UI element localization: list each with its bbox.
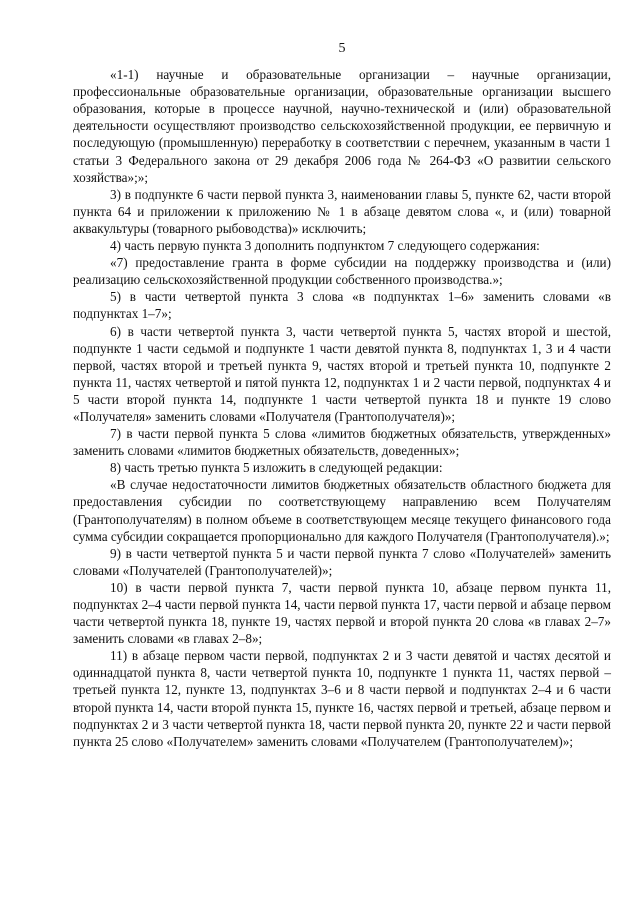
document-page [73, 40, 611, 750]
paragraph-9: 9) в части четвертой пункта 5 и части первой пункта 7 слово «Получателей» заменить словами «Получателей (Грантополучателей)»; [73, 545, 611, 578]
paragraph-1-1: «1-1) научные и образовательные организации – научные организации, профессиональные образовательные организации, образовательные организации высшего образования, которые в процессе научной, научно-технической и (или) образовательной деятельности осуществляют производство сельскохозяйственной продукции, ее первичную и последующую (промышленную) переработку в соответствии с перечнем, указанным в части 1 статьи 3 Федерального закона от 29 декабря 2006 года № 264-ФЗ «О развитии сельского хозяйства»;»; [73, 67, 611, 185]
paragraph-10: 10) в части первой пункта 7, части первой пункта 10, абзаце первом пункта 11, подпунктах 2–4 части первой пункта 14, части первой пункта 17, части первой и абзаце первом части четвертой пункта 18, пункте 19, частях первой и второй пункта 20 слова «в главах 2–7» заменить словами «в главах 2–8»; [73, 579, 611, 647]
paragraph-11: 11) в абзаце первом части первой, подпунктах 2 и 3 части девятой и частях десятой и одиннадцатой пункта 8, части четвертой пункта 10, подпункте 1 пункта 11, частях первой – третьей пункта 12, пункте 13, подпунктах 3–6 и 8 части первой и подпунктах 2–4 и 6 части второй пункта 14, части второй пункта 15, пункте 16, частях первой и третьей, абзаце первом и подпунктах 2 и 3 части четвертой пункта 18, части первой пункта 20, пункте 22 и части первой пункта 25 слово «Получателем» заменить словами «Получателем (Грантополучателем)»; [73, 648, 611, 749]
paragraph-5: 5) в части четвертой пункта 3 слова «в подпунктах 1–6» заменить словами «в подпунктах 1–7»; [73, 289, 611, 322]
paragraph-4: 4) часть первую пункта 3 дополнить подпунктом 7 следующего содержания: [110, 238, 540, 254]
paragraph-8-quote: «В случае недостаточности лимитов бюджетных обязательств областного бюджета для предоставления субсидии по соответствующему направлению всем Получателям (Грантополучателям) в полном объеме в соответствующем месяце текущего финансового года сумма субсидии сокращается пропорционально для каждого Получателя (Грантополучателя).»; [73, 477, 611, 544]
paragraph-8: 8) часть третью пункта 5 изложить в следующей редакции: [110, 460, 443, 476]
page-number: 5 [338, 41, 346, 56]
paragraph-6: 6) в части четвертой пункта 3, части четвертой пункта 5, частях второй и шестой, подпункте 1 части седьмой и подпункте 1 части девятой пункта 8, подпунктах 1, 3 и 4 части первой, частях второй и третьей пункта 9, частях второй и третьей пункта 10, подпункте 2 пункта 11, частях четвертой и пятой пункта 12, подпунктах 1 и 2 части первой, подпунктах 4 и 5 части второй пункта 14, подпункте 1 части четвертой пункта 18 и пункте 19 слово «Получателя» заменить словами «Получателя (Грантополучателя)»; [73, 323, 611, 424]
paragraph-3: 3) в подпункте 6 части первой пункта 3, наименовании главы 5, пункте 62, части второй пункта 64 и приложении к приложению № 1 в абзаце девятом слова «, и (или) товарной аквакультуры (товарного рыбоводства)» исключить; [73, 186, 611, 236]
paragraph-7: 7) в части первой пункта 5 слова «лимитов бюджетных обязательств, утвержденных» заменить словами «лимитов бюджетных обязательств, доведенных»; [73, 426, 611, 459]
paragraph-4-quote: «7) предоставление гранта в форме субсидии на поддержку производства и (или) реализацию сельскохозяйственной продукции собственного производства.»; [73, 255, 611, 288]
